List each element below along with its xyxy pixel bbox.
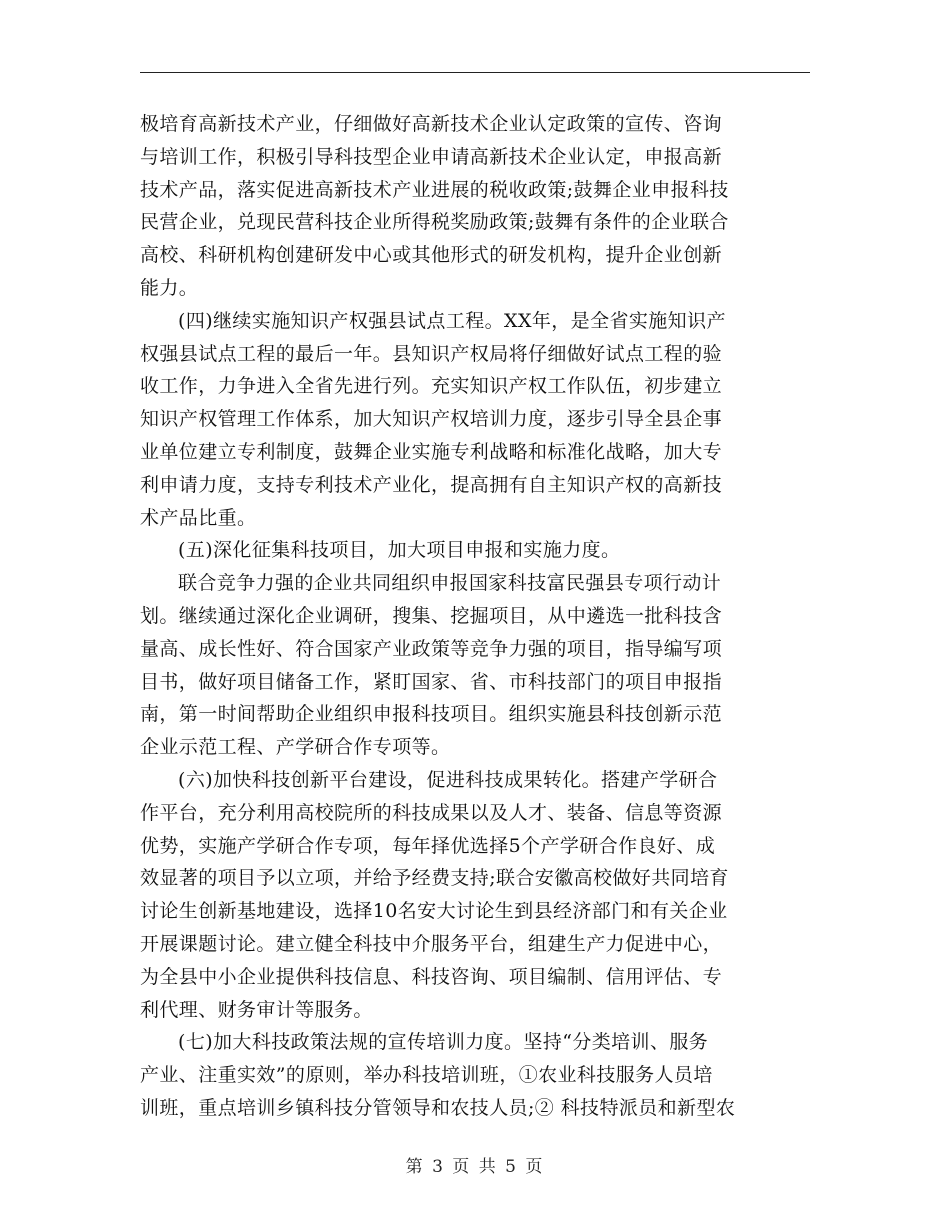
text-line: 收工作，力争进入全省先进行列。充实知识产权工作队伍，初步建立 bbox=[140, 375, 723, 398]
text-line: 技术产品，落实促进高新技术产业进展的税收政策;鼓舞企业申报科技 bbox=[140, 178, 729, 201]
text-line: 训班，重点培训乡镇科技分管领导和农技人员;② 科技特派员和新型农 bbox=[140, 1096, 736, 1119]
text-line: 联合竞争力强的企业共同组织申报国家科技富民强县专项行动计 bbox=[178, 572, 722, 595]
text-line: 产业、注重实效”的原则，举办科技培训班，①农业科技服务人员培 bbox=[140, 1064, 713, 1087]
text-line: 开展课题讨论。建立健全科技中介服务平台，组建生产力促进中心， bbox=[140, 932, 723, 955]
text-line: 利申请力度，支持专利技术产业化，提高拥有自主知识产权的高新技 bbox=[140, 473, 723, 496]
text-line: 与培训工作，积极引导科技型企业申请高新技术企业认定，申报高新 bbox=[140, 145, 723, 168]
text-line: 高校、科研机构创建研发中心或其他形式的研发机构，提升企业创新 bbox=[140, 244, 723, 267]
text-line: 量高、成长性好、符合国家产业政策等竞争力强的项目，指导编写项 bbox=[140, 637, 723, 660]
text-line: 南，第一时间帮助企业组织申报科技项目。组织实施县科技创新示范 bbox=[140, 703, 723, 726]
text-line: 划。继续通过深化企业调研，搜集、挖掘项目，从中遴选一批科技含 bbox=[140, 604, 723, 627]
text-line: 民营企业，兑现民营科技企业所得税奖励政策;鼓舞有条件的企业联合 bbox=[140, 211, 729, 234]
text-line: 权强县试点工程的最后一年。县知识产权局将仔细做好试点工程的验 bbox=[140, 342, 723, 365]
text-line: 企业示范工程、产学研合作专项等。 bbox=[140, 736, 451, 759]
text-line: 业单位建立专利制度，鼓舞企业实施专利战略和标准化战略，加大专 bbox=[140, 440, 723, 463]
text-line: 知识产权管理工作体系，加大知识产权培训力度，逐步引导全县企事 bbox=[140, 408, 723, 431]
body-text bbox=[140, 108, 812, 1125]
text-line: (五)深化征集科技项目，加大项目申报和实施力度。 bbox=[178, 539, 621, 562]
text-line: 利代理、财务审计等服务。 bbox=[140, 998, 373, 1021]
header-rule bbox=[140, 72, 810, 73]
text-line: 能力。 bbox=[140, 276, 199, 299]
text-line: 作平台，充分利用高校院所的科技成果以及人才、装备、信息等资源 bbox=[140, 801, 723, 824]
page-number-footer: 第 3 页 共 5 页 bbox=[405, 1157, 545, 1177]
text-line: 为全县中小企业提供科技信息、科技咨询、项目编制、信用评估、专 bbox=[140, 965, 723, 988]
text-line: 效显著的项目予以立项，并给予经费支持;联合安徽高校做好共同培育 bbox=[140, 867, 729, 890]
text-line: 讨论生创新基地建设，选择10名安大讨论生到县经济部门和有关企业 bbox=[140, 900, 728, 923]
text-line: 术产品比重。 bbox=[140, 506, 257, 529]
text-line: (六)加快科技创新平台建设，促进科技成果转化。搭建产学研合 bbox=[178, 768, 718, 791]
text-line: (七)加大科技政策法规的宣传培训力度。坚持“分类培训、服务 bbox=[178, 1031, 709, 1054]
text-line: (四)继续实施知识产权强县试点工程。XX年，是全省实施知识产 bbox=[178, 309, 726, 332]
text-line: 极培育高新技术产业，仔细做好高新技术企业认定政策的宣传、咨询 bbox=[140, 113, 723, 135]
text-line: 优势，实施产学研合作专项，每年择优选择5个产学研合作良好、成 bbox=[140, 834, 716, 857]
text-line: 目书，做好项目储备工作，紧盯国家、省、市科技部门的项目申报指 bbox=[140, 670, 723, 693]
